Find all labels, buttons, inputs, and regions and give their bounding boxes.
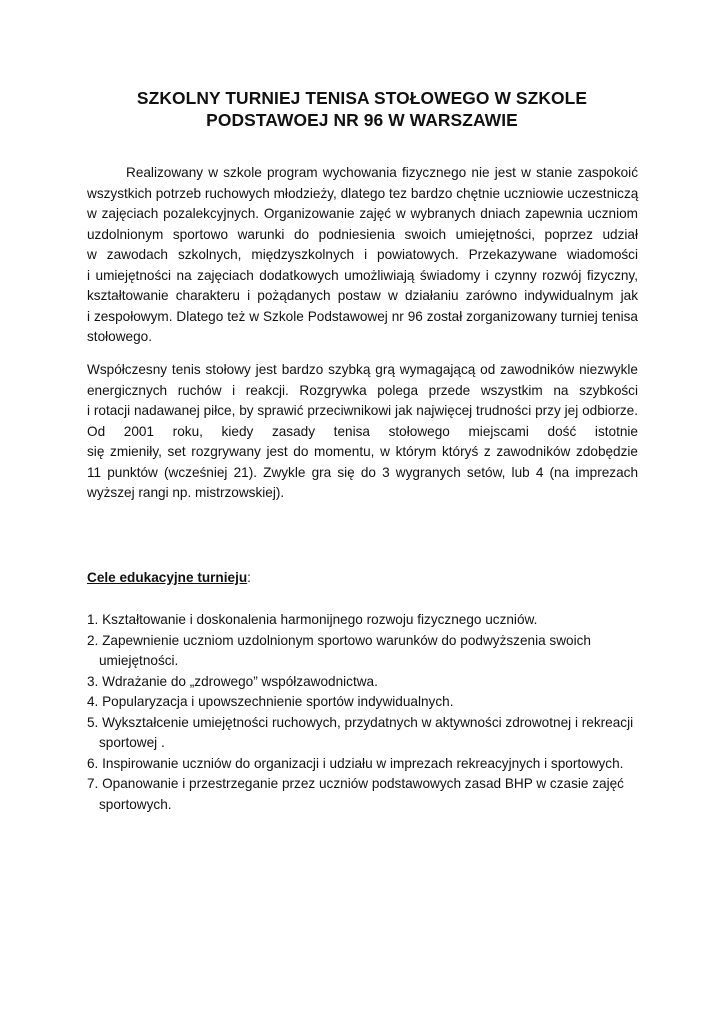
goal-text: 2. Zapewnienie uczniom uzdolnionym sportowo warunków do podwyższenia swoich	[87, 632, 591, 648]
paragraph-line: wyższej rangi np. mistrzowskiej).	[87, 485, 285, 500]
paragraph-line: i rotacji nadawanej piłce, by sprawić przeciwnikowi jak najwięcej trudności przy jej odbiorze.	[87, 403, 638, 418]
goal-text: 5. Wykształcenie umiejętności ruchowych, przydatnych w aktywności zdrowotnej i rekreacji	[87, 714, 634, 730]
list-item	[87, 774, 647, 815]
paragraph-line: w zawodach szkolnych, międzyszkolnych i powiatowych. Przekazywane wiadomości	[87, 247, 638, 262]
goal-text-continued: sportowych.	[99, 796, 172, 812]
paragraph-line: i zespołowym. Dlatego też w Szkole Podstawowej nr 96 został zorganizowany turniej tenisa	[87, 308, 638, 324]
goals-list	[87, 610, 647, 815]
goal-text: 1. Kształtowanie i doskonalenia harmonijnego rozwoju fizycznego uczniów.	[87, 612, 538, 627]
paragraph-line: się zmieniły, set rozgrywany jest do momentu, w którym któryś z zawodników zdobędzie	[87, 444, 638, 459]
paragraph-line: Realizowany w szkole program wychowania fizycznego nie jest w stanie zaspokoić	[126, 165, 638, 180]
list-item	[87, 631, 647, 672]
document-title	[86, 87, 638, 131]
paragraph-intro	[87, 163, 638, 348]
goals-heading	[87, 568, 251, 588]
goal-text-continued: umiejętności.	[99, 653, 179, 668]
paragraph-line: Od 2001 roku, kiedy zasady tenisa stołowego miejscami dość istotnie	[87, 423, 638, 439]
goal-text: 4. Popularyzacja i upowszechnienie sportów indywidualnych.	[87, 694, 454, 709]
paragraph-line: energicznych ruchów i reakcji. Rozgrywka polega przede wszystkim na szybkości	[87, 382, 638, 398]
goal-text: 7. Opanowanie i przestrzeganie przez uczniów podstawowych zasad BHP w czasie zajęć	[87, 776, 624, 791]
list-item	[87, 692, 647, 713]
goal-text: 6. Inspirowanie uczniów do organizacji i udziału w imprezach rekreacyjnych i sportowych.	[87, 755, 624, 771]
goal-text: 3. Wdrażanie do „zdrowego” współzawodnictwa.	[87, 673, 378, 689]
paragraph-table-tennis	[87, 360, 638, 504]
list-item	[87, 713, 647, 754]
paragraph-line: uzdolnionym sportowo warunki do podniesienia swoich umiejętności, poprzez udział	[87, 226, 638, 242]
paragraph-line: 11 punktów (wcześniej 21). Zwykle gra się do 3 wygranych setów, lub 4 (na imprezach	[87, 464, 638, 480]
paragraph-line: kształtowanie charakteru i pożądanych postaw w działaniu zarówno indywidualnym jak	[87, 288, 638, 303]
paragraph-line: i umiejętności na zajęciach dodatkowych umożliwiają świadomy i czynny rozwój fizyczny,	[87, 267, 638, 283]
title-line-1: SZKOLNY TURNIEJ TENISA STOŁOWEGO W SZKOLE	[136, 88, 588, 108]
list-item	[87, 754, 647, 775]
paragraph-line: wszystkich potrzeb ruchowych młodzieży, dlatego tez bardzo chętnie uczniowie uczestniczą	[87, 185, 639, 201]
goals-heading-colon: :	[247, 570, 251, 585]
goal-text-continued: sportowej .	[99, 735, 165, 750]
list-item	[87, 672, 647, 693]
paragraph-line: stołowego.	[87, 329, 152, 344]
paragraph-line: Współczesny tenis stołowy jest bardzo szybką grą wymagającą od zawodników niezwykle	[87, 362, 638, 377]
title-line-2: PODSTAWOEJ NR 96 W WARSZAWIE	[206, 110, 518, 130]
list-item	[87, 610, 647, 631]
goals-heading-text: Cele edukacyjne turnieju	[87, 570, 248, 585]
paragraph-line: w zajęciach pozalekcyjnych. Organizowanie zajęć w wybranych dniach zapewnia uczniom	[87, 206, 638, 221]
